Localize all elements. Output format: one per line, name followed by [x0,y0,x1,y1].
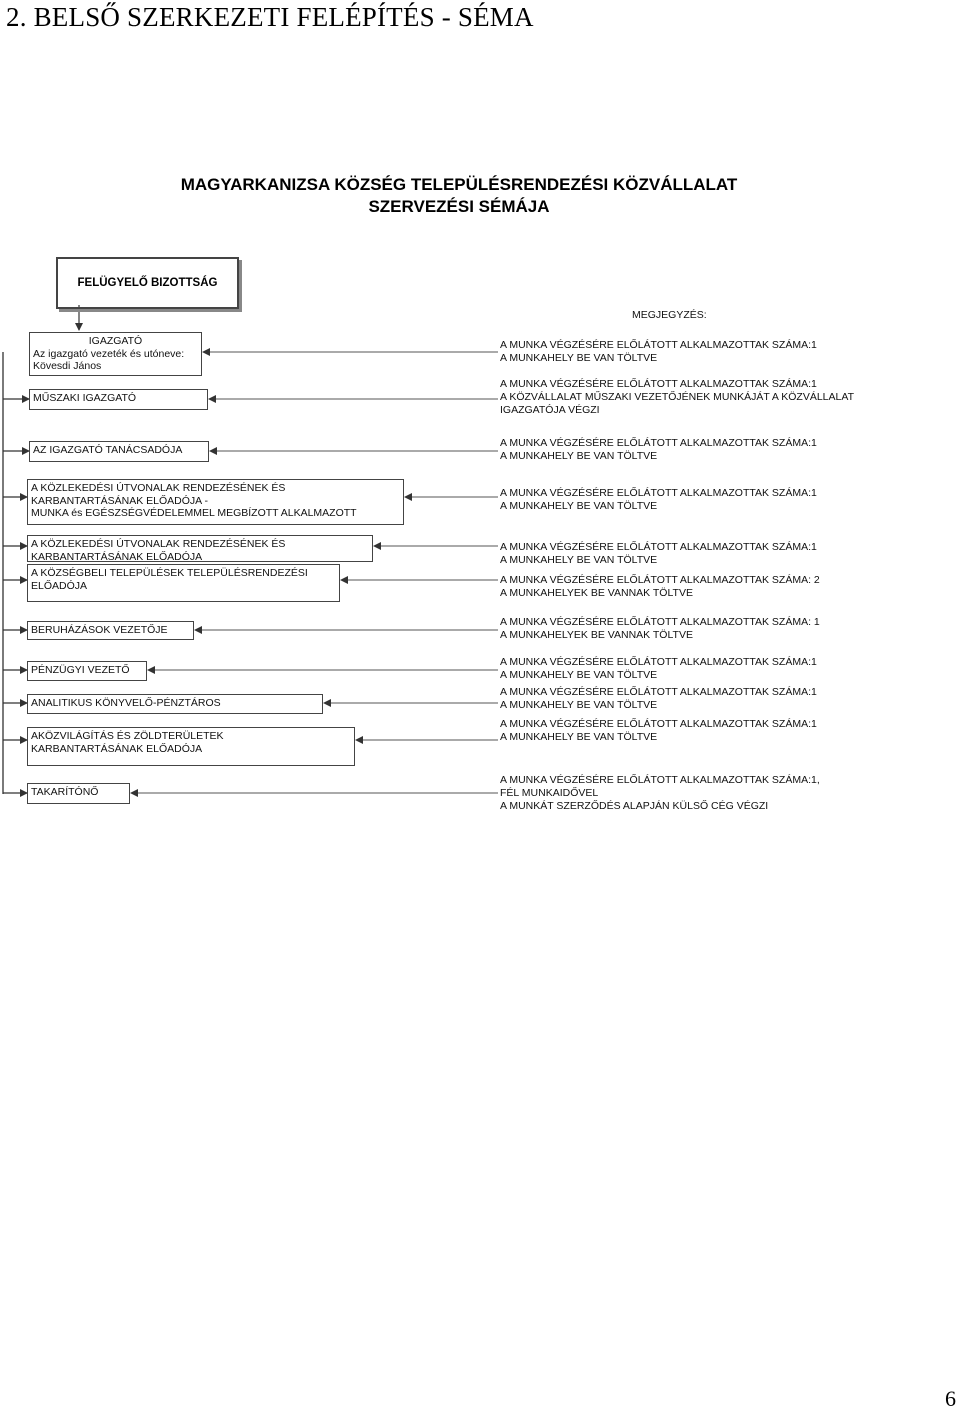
position-line: Kövesdi János [33,360,102,372]
position-line: KARBANTARTÁSÁNAK ELŐADÓJA [31,742,203,755]
note-line: A MUNKA VÉGZÉSÉRE ELŐLÁTOTT ALKALMAZOTTAK SZÁMA:1 [500,686,817,698]
note-director-advisor [500,437,817,463]
note-line: A MUNKAHELY BE VAN TÖLTVE [500,699,658,711]
position-title: IGAZGATÓ [88,335,143,347]
position-line: A KÖZSÉGBELI TELEPÜLÉSEK TELEPÜLÉSRENDEZÉSI [31,567,308,579]
notes-heading: MEGJEGYZÉS: [632,309,707,321]
note-finance-head [500,656,817,682]
position-title: TAKARÍTÓNŐ [31,786,99,798]
note-traffic-routes-safety-officer [500,487,817,513]
position-title: ANALITIKUS KÖNYVELŐ-PÉNZTÁROS [31,697,221,709]
note-line: IGAZGATÓJA VÉGZI [500,404,600,416]
note-line: A MUNKAHELY BE VAN TÖLTVE [500,554,658,566]
note-line: A MUNKAHELY BE VAN TÖLTVE [500,352,658,364]
note-line: A MUNKAHELY BE VAN TÖLTVE [500,669,658,681]
note-line: A MUNKA VÉGZÉSÉRE ELŐLÁTOTT ALKALMAZOTTAK SZÁMA: 1 [500,616,820,628]
note-line: A MUNKA VÉGZÉSÉRE ELŐLÁTOTT ALKALMAZOTTAK SZÁMA:1 [500,541,817,553]
position-box-director-advisor [29,441,209,462]
note-investments-head [500,616,820,642]
note-line: A MUNKAHELYEK BE VANNAK TÖLTVE [500,629,693,641]
note-line: A MUNKA VÉGZÉSÉRE ELŐLÁTOTT ALKALMAZOTTAK SZÁMA:1 [500,339,817,351]
chart-title-line-1: MAGYARKANIZSA KÖZSÉG TELEPÜLÉSRENDEZÉSI KÖZVÁLLALAT [180,175,738,194]
position-box-settlement-planning-officer [27,564,340,602]
note-line: A MUNKA VÉGZÉSÉRE ELŐLÁTOTT ALKALMAZOTTAK SZÁMA:1 [500,378,817,390]
note-line: A MUNKA VÉGZÉSÉRE ELŐLÁTOTT ALKALMAZOTTAK SZÁMA:1 [500,656,817,668]
position-box-accountant-cashier [27,694,323,714]
note-lighting-green-areas-officer [500,718,817,744]
position-line: MUNKA és EGÉSZSÉGVÉDELEMMEL MEGBÍZOTT ALKALMAZOTT [31,507,357,519]
position-box-traffic-routes-officer [27,535,373,562]
position-line: AKÖZVILÁGÍTÁS ÉS ZÖLDTERÜLETEK [31,730,224,742]
position-line: A KÖZLEKEDÉSI ÚTVONALAK RENDEZÉSÉNEK ÉS [31,538,286,550]
position-title: PÉNZÜGYI VEZETŐ [31,664,130,676]
position-box-technical-director [29,389,208,410]
note-settlement-planning-officer [500,574,820,600]
position-box-director [29,332,202,376]
note-line: FÉL MUNKAIDŐVEL [500,787,599,799]
note-line: A MUNKA VÉGZÉSÉRE ELŐLÁTOTT ALKALMAZOTTAK SZÁMA:1 [500,718,817,730]
position-title: BERUHÁZÁSOK VEZETŐJE [31,624,168,636]
section-heading: 2. BELSŐ SZERKEZETI FELÉPÍTÉS - SÉMA [6,2,534,32]
position-line: KARBANTARTÁSÁNAK ELŐADÓJA [31,550,203,563]
note-line: A KÖZVÁLLALAT MŰSZAKI VEZETŐJÉNEK MUNKÁJÁT A KÖZVÁLLALAT [500,391,855,403]
chart-title-line-2: SZERVEZÉSI SÉMÁJA [368,197,550,216]
position-box-cleaner [27,783,130,804]
position-box-lighting-green-areas-officer [27,727,355,766]
position-line: Az igazgató vezeték és utóneve: [33,347,185,360]
note-line: A MUNKA VÉGZÉSÉRE ELŐLÁTOTT ALKALMAZOTTAK SZÁMA:1, [500,774,820,786]
note-line: A MUNKAHELY BE VAN TÖLTVE [500,500,658,512]
note-technical-director [500,378,854,417]
supervisory-board-box: FELÜGYELŐ BIZOTTSÁG [56,257,239,309]
position-title: AZ IGAZGATÓ TANÁCSADÓJA [33,444,183,456]
note-line: A MUNKAHELYEK BE VANNAK TÖLTVE [500,587,693,599]
position-line: ELŐADÓJA [31,579,88,592]
position-box-traffic-routes-safety-officer [27,479,404,525]
note-line: A MUNKA VÉGZÉSÉRE ELŐLÁTOTT ALKALMAZOTTAK SZÁMA:1 [500,487,817,499]
position-box-finance-head [27,661,147,681]
note-cleaner [500,774,820,813]
note-line: A MUNKAHELY BE VAN TÖLTVE [500,731,658,743]
note-director [500,339,817,365]
position-box-investments-head [27,621,194,640]
note-line: A MUNKÁT SZERZŐDÉS ALAPJÁN KÜLSŐ CÉG VÉGZI [500,800,769,812]
page-number: 6 [945,1386,956,1411]
note-line: A MUNKA VÉGZÉSÉRE ELŐLÁTOTT ALKALMAZOTTAK SZÁMA:1 [500,437,817,449]
position-title: MŰSZAKI IGAZGATÓ [33,392,137,404]
note-line: A MUNKAHELY BE VAN TÖLTVE [500,450,658,462]
position-line: KARBANTARTÁSÁNAK ELŐADÓJA - [31,494,208,507]
note-traffic-routes-officer [500,541,817,567]
position-line: A KÖZLEKEDÉSI ÚTVONALAK RENDEZÉSÉNEK ÉS [31,482,286,494]
note-line: A MUNKA VÉGZÉSÉRE ELŐLÁTOTT ALKALMAZOTTAK SZÁMA: 2 [500,574,820,586]
note-accountant-cashier [500,686,817,712]
